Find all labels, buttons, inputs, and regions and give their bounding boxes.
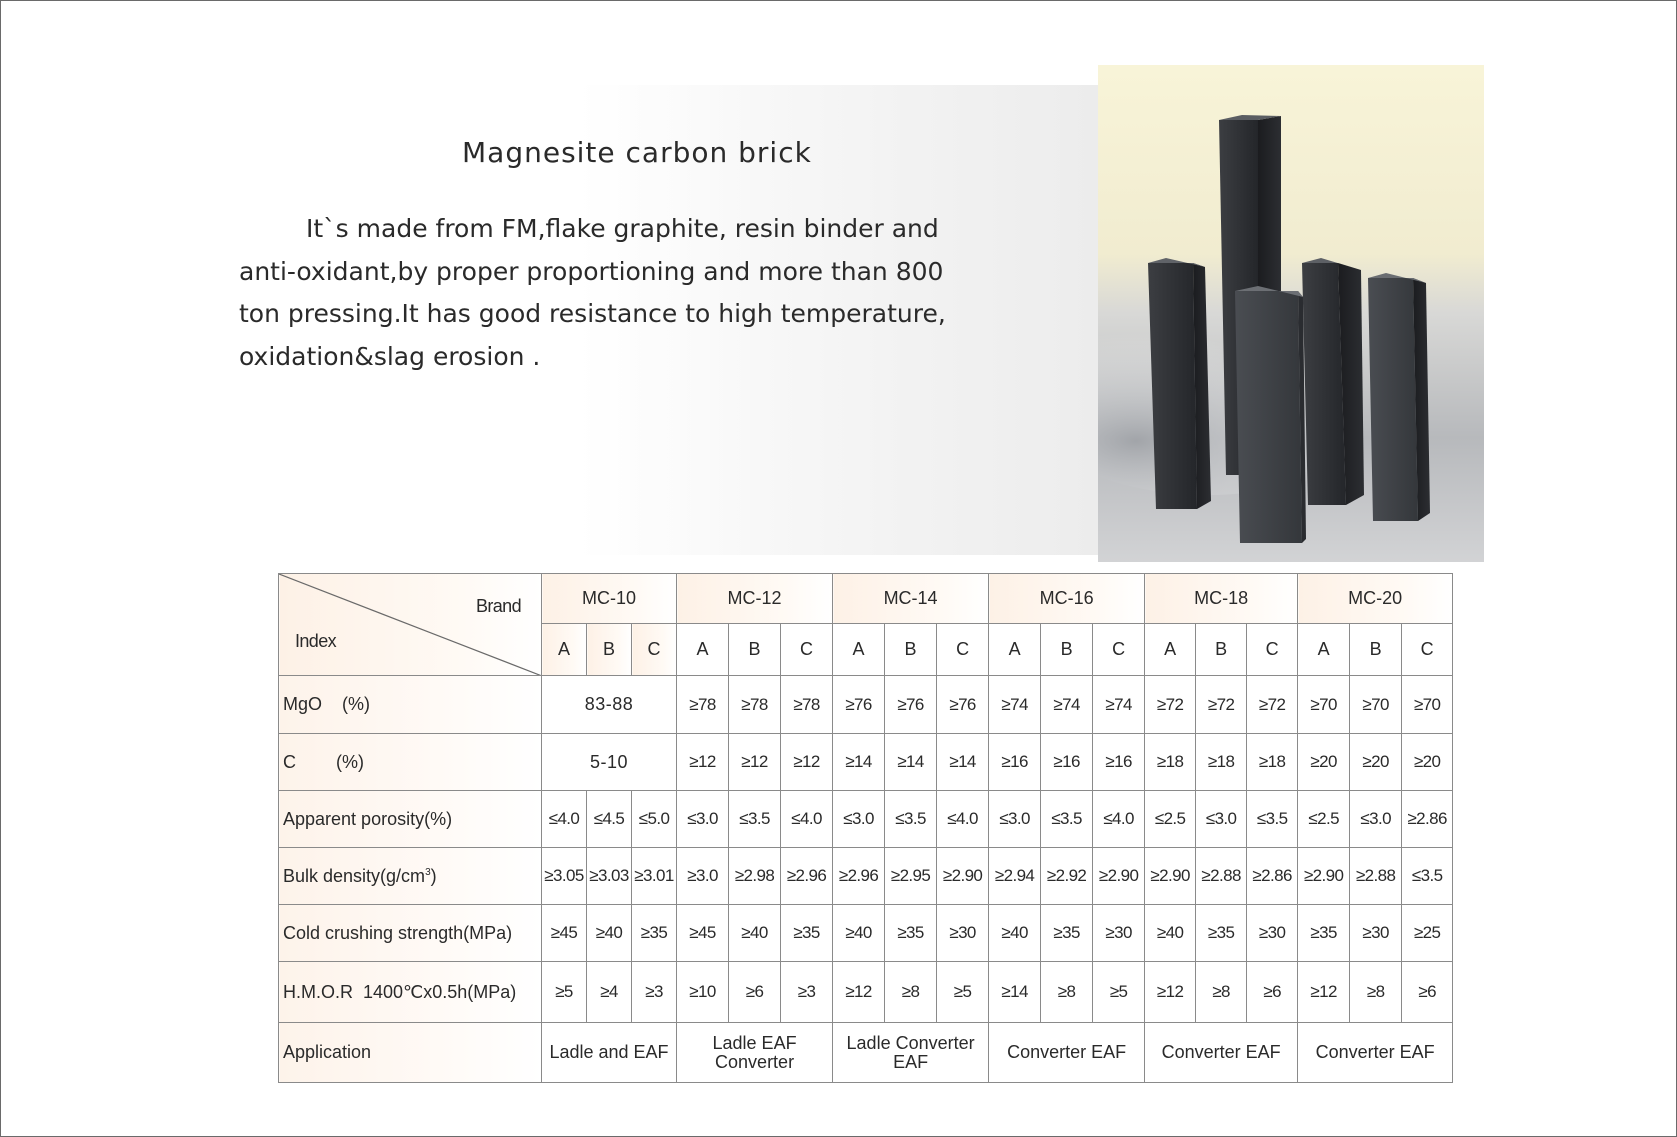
grade-header: B — [587, 624, 632, 676]
table-cell: ≥5 — [542, 962, 587, 1023]
table-cell: ≥72 — [1145, 676, 1196, 734]
table-cell: ≥14 — [937, 734, 989, 791]
grade-header: B — [885, 624, 937, 676]
application-cell: Converter EAF — [1145, 1023, 1298, 1083]
table-cell: ≥14 — [885, 734, 937, 791]
table-cell: ≥3.01 — [632, 848, 677, 905]
application-cell: Ladle EAF Converter — [677, 1023, 833, 1083]
table-cell: ≥2.88 — [1350, 848, 1402, 905]
table-cell: ≥2.94 — [989, 848, 1041, 905]
row-label: MgO (%) — [279, 676, 542, 734]
product-title: Magnesite carbon brick — [462, 136, 812, 169]
table-cell: ≥72 — [1196, 676, 1247, 734]
table-cell: ≥78 — [677, 676, 729, 734]
table-cell: ≥35 — [781, 905, 833, 962]
table-cell: ≥40 — [989, 905, 1041, 962]
table-cell: ≤4.5 — [587, 791, 632, 848]
diagonal-line — [279, 574, 542, 676]
table-cell: ≥70 — [1298, 676, 1350, 734]
table-cell: ≥12 — [1145, 962, 1196, 1023]
row-label: Bulk $density(g/cm^3)$ — [279, 848, 542, 905]
table-row — [279, 734, 1453, 791]
table-cell: ≥3.05 — [542, 848, 587, 905]
table-cell: ≤3.5 — [1247, 791, 1298, 848]
table-cell: ≥30 — [1247, 905, 1298, 962]
table-cell: ≥70 — [1350, 676, 1402, 734]
brand-header: MC-18 — [1145, 574, 1298, 624]
table-cell: ≥35 — [885, 905, 937, 962]
grade-header: C — [1093, 624, 1145, 676]
grade-header: C — [781, 624, 833, 676]
grade-header: C — [1247, 624, 1298, 676]
table-row — [279, 905, 1453, 962]
table-cell: ≥74 — [1093, 676, 1145, 734]
index-label: Index — [295, 631, 337, 651]
brick-illustration — [1098, 65, 1484, 562]
grade-header: A — [542, 624, 587, 676]
spec-table — [278, 573, 1453, 1083]
table-cell: ≥18 — [1196, 734, 1247, 791]
table-cell: ≤2.5 — [1298, 791, 1350, 848]
table-cell: ≥3 — [781, 962, 833, 1023]
table-row — [279, 791, 1453, 848]
table-cell: ≥35 — [1298, 905, 1350, 962]
table-cell: ≤3.0 — [677, 791, 729, 848]
table-cell: ≤3.0 — [833, 791, 885, 848]
table-cell: ≥8 — [1196, 962, 1247, 1023]
table-cell: ≥20 — [1298, 734, 1350, 791]
description-line: oxidation&slag erosion . — [239, 341, 541, 371]
brand-header-row — [279, 574, 1453, 624]
grade-header: B — [1350, 624, 1402, 676]
table-cell: ≥2.96 — [781, 848, 833, 905]
table-cell: ≥3.03 — [587, 848, 632, 905]
table-row — [279, 962, 1453, 1023]
description-line: It`s made from FM,flake graphite, resin binder and — [306, 214, 939, 243]
table-cell: ≥18 — [1247, 734, 1298, 791]
table-cell: ≥20 — [1350, 734, 1402, 791]
table-cell: ≥14 — [833, 734, 885, 791]
table-cell: ≥35 — [1041, 905, 1093, 962]
grade-header: A — [677, 624, 729, 676]
table-cell: ≥40 — [729, 905, 781, 962]
brand-header: MC-16 — [989, 574, 1145, 624]
table-cell: ≥12 — [1298, 962, 1350, 1023]
table-cell: ≥16 — [1093, 734, 1145, 791]
product-description — [239, 208, 1029, 378]
table-cell: ≤3.0 — [1196, 791, 1247, 848]
table-cell: ≥2.86 — [1402, 791, 1453, 848]
table-cell: ≥3.0 — [677, 848, 729, 905]
table-cell: ≥76 — [937, 676, 989, 734]
table-cell: ≥40 — [1145, 905, 1196, 962]
table-cell: ≥3 — [632, 962, 677, 1023]
application-cell: Ladle Converter EAF — [833, 1023, 989, 1083]
table-cell: ≥76 — [885, 676, 937, 734]
product-photo — [1098, 65, 1484, 562]
description-line: anti-oxidant,by proper proportioning and more than 800 — [239, 256, 944, 286]
grade-header: C — [632, 624, 677, 676]
table-cell: ≥30 — [937, 905, 989, 962]
table-cell: ≥78 — [729, 676, 781, 734]
table-cell: ≥18 — [1145, 734, 1196, 791]
table-cell: ≥6 — [729, 962, 781, 1023]
table-cell: ≥30 — [1350, 905, 1402, 962]
application-cell: Converter EAF — [989, 1023, 1145, 1083]
grade-header: C — [1402, 624, 1453, 676]
grade-header: A — [1298, 624, 1350, 676]
table-cell: ≥2.88 — [1196, 848, 1247, 905]
table-cell: ≥10 — [677, 962, 729, 1023]
table-row — [279, 1023, 1453, 1083]
table-cell: ≥5 — [937, 962, 989, 1023]
table-cell: ≥6 — [1247, 962, 1298, 1023]
table-cell: ≥4 — [587, 962, 632, 1023]
table-cell: ≥12 — [729, 734, 781, 791]
grade-header: B — [1196, 624, 1247, 676]
table-cell: ≥45 — [677, 905, 729, 962]
table-cell: ≥5 — [1093, 962, 1145, 1023]
table-cell: ≥16 — [1041, 734, 1093, 791]
table-cell: ≥2.98 — [729, 848, 781, 905]
brand-header: MC-10 — [542, 574, 677, 624]
table-cell: ≤5.0 — [632, 791, 677, 848]
grade-header: B — [729, 624, 781, 676]
table-cell: ≤3.5 — [1041, 791, 1093, 848]
table-cell: ≥30 — [1093, 905, 1145, 962]
table-cell: ≥6 — [1402, 962, 1453, 1023]
table-cell: ≥16 — [989, 734, 1041, 791]
table-row — [279, 848, 1453, 905]
table-cell: ≥8 — [1350, 962, 1402, 1023]
row-label: C (%) — [279, 734, 542, 791]
table-cell: ≥35 — [632, 905, 677, 962]
table-cell: ≥76 — [833, 676, 885, 734]
table-cell: ≥2.90 — [1093, 848, 1145, 905]
table-cell: ≥20 — [1402, 734, 1453, 791]
table-cell: ≤3.5 — [885, 791, 937, 848]
table-cell: ≥74 — [989, 676, 1041, 734]
description-line: ton pressing.It has good resistance to high temperature, — [239, 299, 946, 328]
table-cell: ≤3.0 — [1350, 791, 1402, 848]
table-cell: 5-10 — [542, 734, 677, 791]
table-cell: ≥8 — [885, 962, 937, 1023]
application-cell: Converter EAF — [1298, 1023, 1453, 1083]
table-cell: ≥74 — [1041, 676, 1093, 734]
table-cell: ≥2.90 — [1298, 848, 1350, 905]
grade-header: C — [937, 624, 989, 676]
table-cell: ≤4.0 — [1093, 791, 1145, 848]
table-cell: ≥12 — [833, 962, 885, 1023]
brand-header: MC-14 — [833, 574, 989, 624]
brand-header: MC-12 — [677, 574, 833, 624]
table-row — [279, 676, 1453, 734]
table-cell: ≤4.0 — [542, 791, 587, 848]
row-label: H.M.O.R 1400℃x0.5h(MPa) — [279, 962, 542, 1023]
table-cell: ≥35 — [1196, 905, 1247, 962]
table-cell: ≤4.0 — [937, 791, 989, 848]
row-label: Apparent porosity(%) — [279, 791, 542, 848]
table-cell: ≥14 — [989, 962, 1041, 1023]
table-cell: ≥45 — [542, 905, 587, 962]
table-cell: ≥70 — [1402, 676, 1453, 734]
table-cell: ≥72 — [1247, 676, 1298, 734]
table-cell: ≤2.5 — [1145, 791, 1196, 848]
brand-header: MC-20 — [1298, 574, 1453, 624]
grade-header: A — [989, 624, 1041, 676]
row-label: Cold crushing strength(MPa) — [279, 905, 542, 962]
brand-label: Brand — [475, 596, 521, 616]
table-cell: ≥12 — [677, 734, 729, 791]
table-cell: ≥2.90 — [1145, 848, 1196, 905]
grade-header: A — [833, 624, 885, 676]
table-cell: ≥2.86 — [1247, 848, 1298, 905]
table-cell: ≥25 — [1402, 905, 1453, 962]
table-cell: ≥40 — [587, 905, 632, 962]
corner-header — [279, 574, 542, 676]
grade-header: B — [1041, 624, 1093, 676]
table-cell: ≤3.5 — [1402, 848, 1453, 905]
table-cell: ≤3.0 — [989, 791, 1041, 848]
table-cell: ≥78 — [781, 676, 833, 734]
table-cell: ≥2.95 — [885, 848, 937, 905]
table-cell: ≥2.90 — [937, 848, 989, 905]
table-cell: ≤3.5 — [729, 791, 781, 848]
table-cell: 83-88 — [542, 676, 677, 734]
grade-header: A — [1145, 624, 1196, 676]
table-cell: ≥40 — [833, 905, 885, 962]
table-cell: ≥12 — [781, 734, 833, 791]
table-cell: ≥2.92 — [1041, 848, 1093, 905]
table-cell: ≤4.0 — [781, 791, 833, 848]
table-cell: ≥8 — [1041, 962, 1093, 1023]
row-label: Application — [279, 1023, 542, 1083]
table-cell: ≥2.96 — [833, 848, 885, 905]
application-cell: Ladle and EAF — [542, 1023, 677, 1083]
